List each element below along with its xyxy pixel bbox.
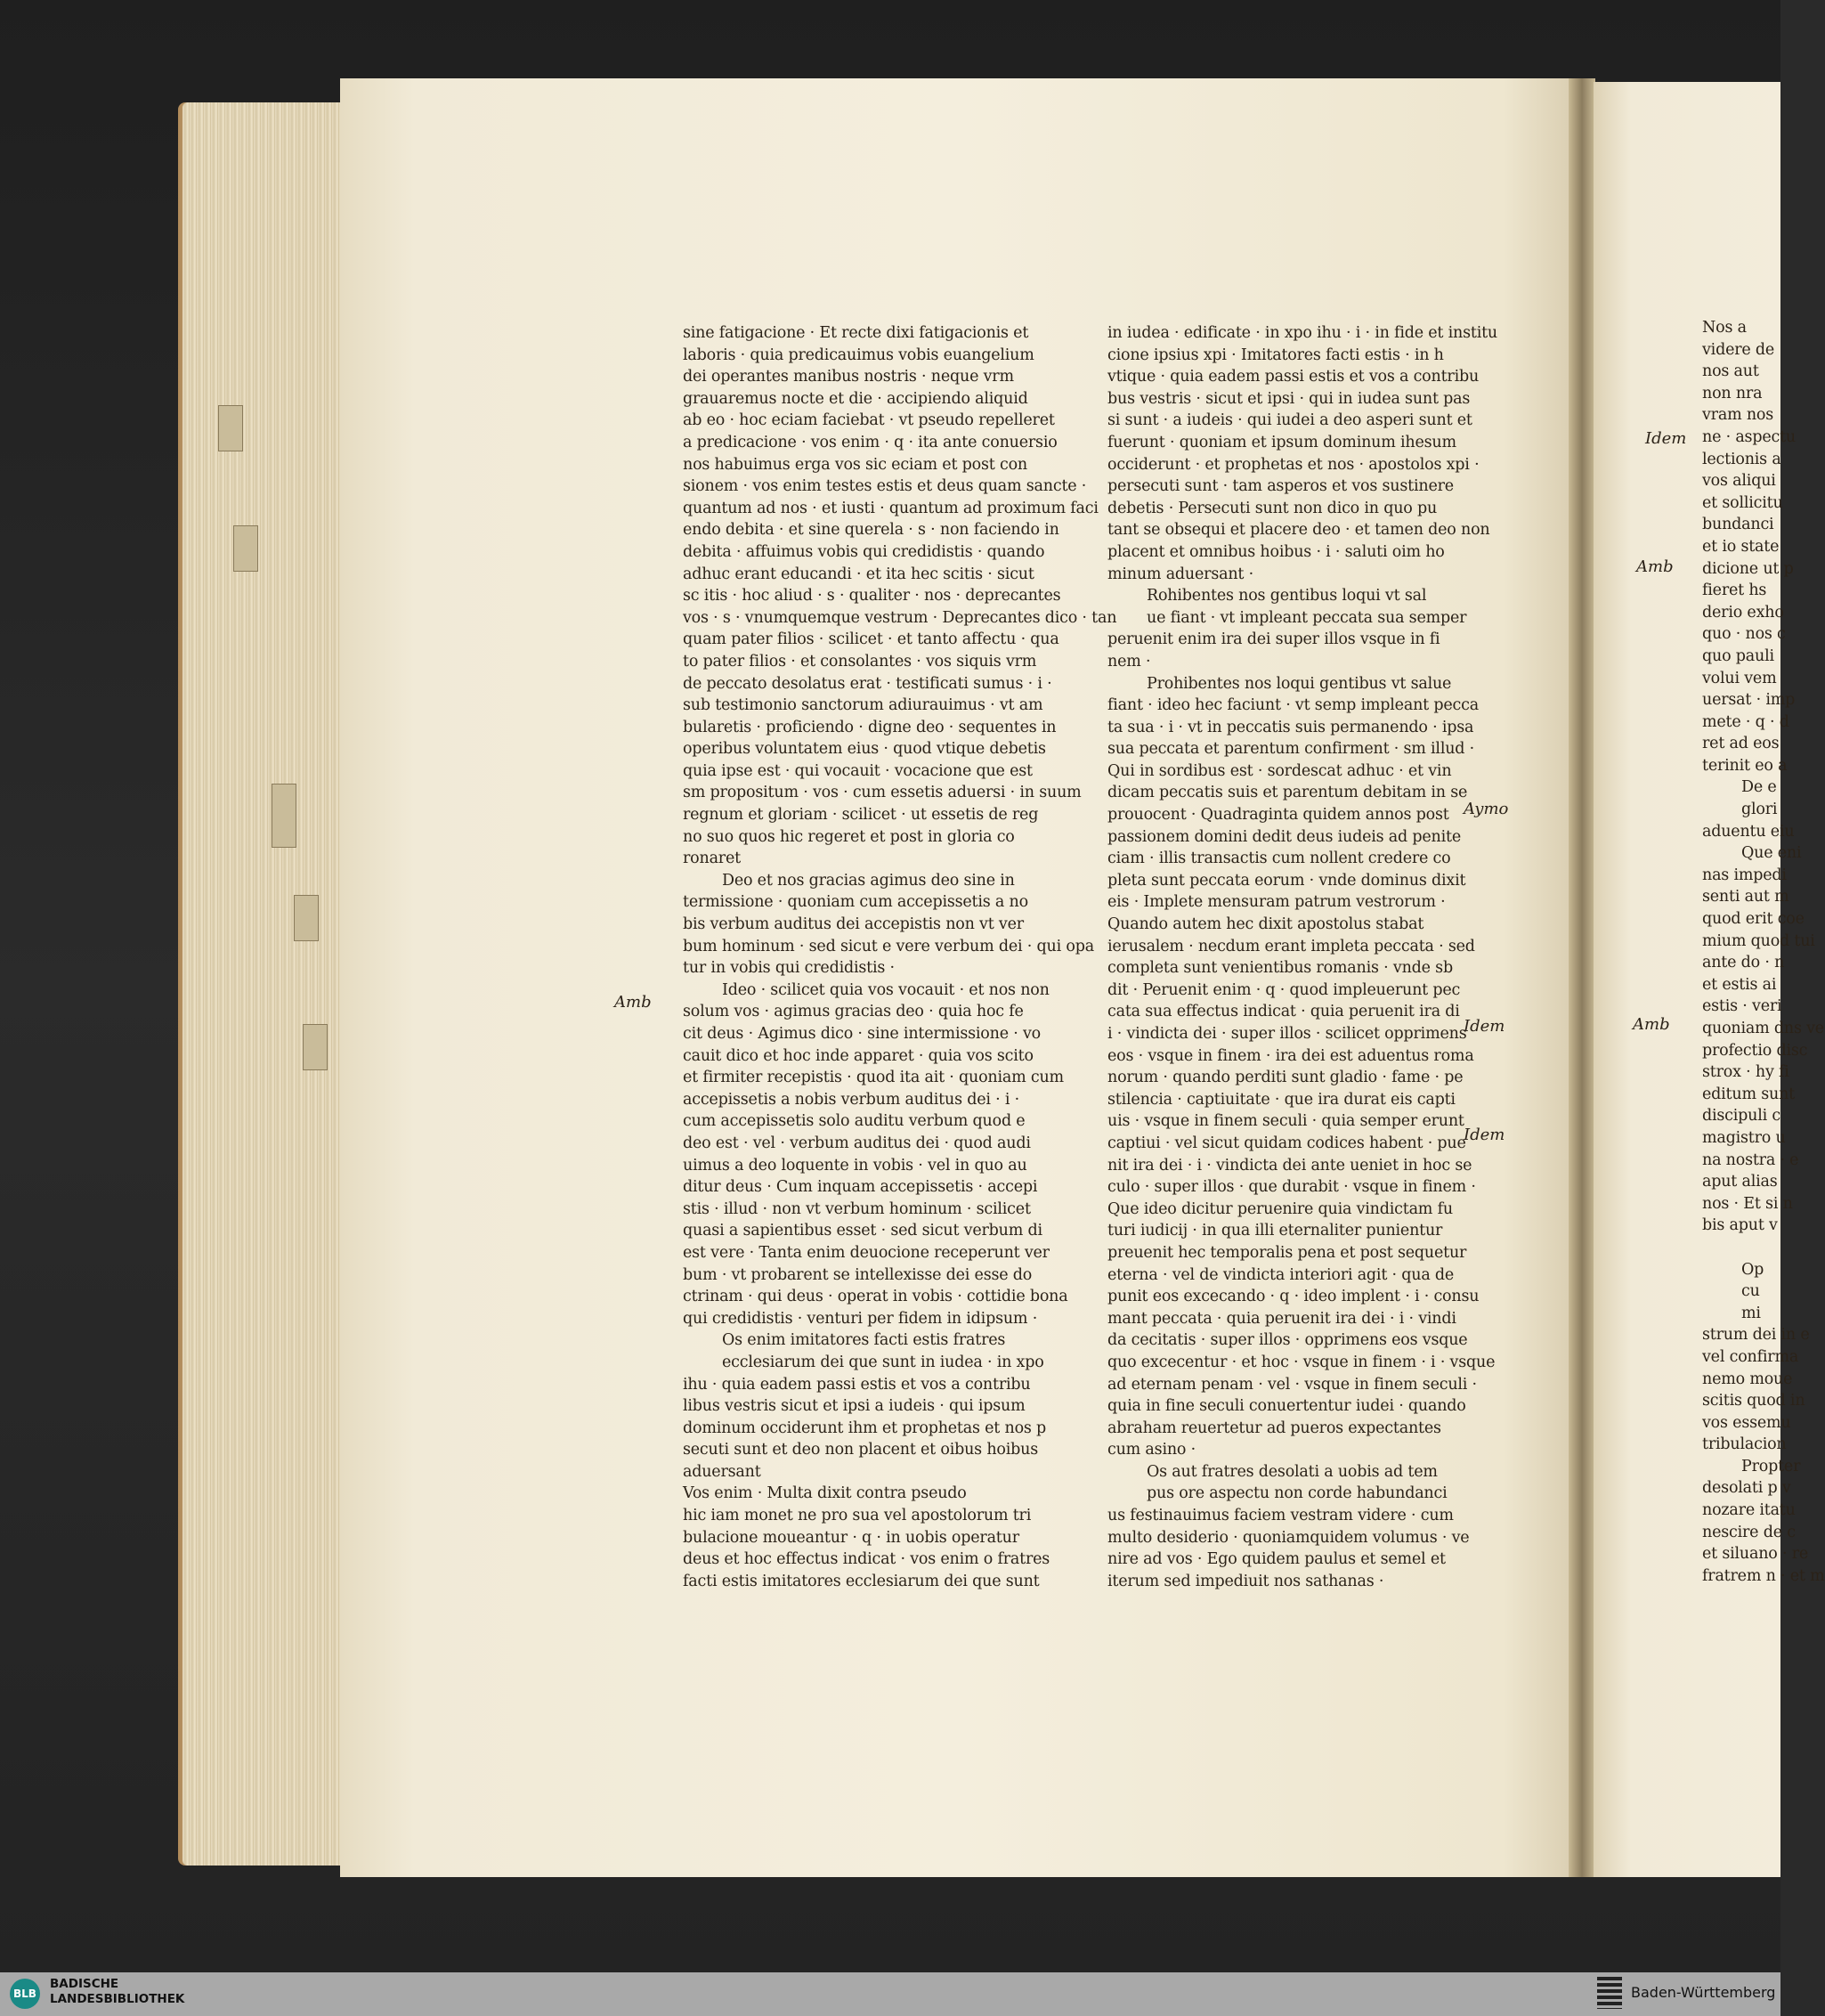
text-line: ihu · quia eadem passi estis et vos a contribu [683, 1375, 1031, 1394]
text-line: sc itis · hoc aliud · s · qualiter · nos · deprecantes [683, 587, 1061, 606]
text-line: iterum sed impediuit nos sathanas · [1107, 1572, 1384, 1590]
text-line: quia ipse est · qui vocauit · vocacione que est [683, 761, 1033, 780]
text-line: completa sunt venientibus romanis · vnde sb [1107, 959, 1453, 978]
text-line: stilencia · captiuitate · que ira durat eis capti [1107, 1090, 1456, 1109]
text-line: debita · affuimus vobis qui credidistis · quando [683, 542, 1045, 561]
text-line: Rohibentes nos gentibus loqui vt sal [1147, 587, 1427, 606]
institution-name[interactable] [50, 1977, 184, 2007]
text-column-right-partial [1702, 317, 1825, 1587]
text-line: et sollicitu [1702, 493, 1783, 512]
text-line: nescire de c [1702, 1523, 1796, 1541]
text-line: quo pauli [1702, 646, 1774, 665]
text-line: quia in fine seculi conuertentur iudei · quando [1107, 1397, 1466, 1416]
text-line: to pater filios · et consolantes · vos siquis vrm [683, 652, 1037, 671]
text-line: Que ideo dicitur peruenire quia vindictam fu [1107, 1199, 1453, 1218]
text-column-left [683, 322, 1117, 1592]
text-line: deo est · vel · verbum auditus dei · quod audi [683, 1134, 1031, 1152]
text-line: eos · vsque in finem · ira dei est aduentus roma [1107, 1046, 1474, 1065]
text-line: dei operantes manibus nostris · neque vrm [683, 368, 1014, 386]
text-line: ta sua · i · vt in peccatis suis permanendo · ipsa [1107, 718, 1474, 736]
text-line: ante do · n [1702, 954, 1785, 972]
text-line: ditur deus · Cum inquam accepissetis · accepi [683, 1178, 1038, 1197]
text-line: bundanci [1702, 516, 1774, 534]
state-name[interactable]: Baden-Württemberg [1631, 1984, 1776, 2001]
text-line: cata sua effectus indicat · quia peruenit ira di [1107, 1003, 1460, 1021]
text-line: sm propositum · vos · cum essetis aduersi · in suum [683, 784, 1082, 802]
paper-tab [272, 784, 296, 848]
text-line: ab eo · hoc eciam faciebat · vt pseudo repelleret [683, 411, 1055, 430]
text-line: cauit dico et hoc inde apparet · quia vos scito [683, 1046, 1034, 1065]
text-line: Propter [1741, 1457, 1801, 1475]
text-line: libus vestris sicut et ipsi a iudeis · qui ipsum [683, 1397, 1026, 1416]
text-line: cum accepissetis solo auditu verbum quod e [683, 1112, 1026, 1131]
text-line: uersat · imp [1702, 691, 1796, 710]
text-line: editum sunt [1702, 1085, 1795, 1103]
text-line: et siluano · re [1702, 1545, 1809, 1564]
text-line: ierusalem · necdum erant impleta peccata · sed [1107, 937, 1475, 955]
text-line: persecuti sunt · tam asperos et vos sustinere [1107, 477, 1454, 496]
text-line: norum · quando perditi sunt gladio · fame · pe [1107, 1069, 1464, 1087]
text-line: bis verbum auditus dei accepistis non vt ver [683, 915, 1024, 934]
text-line: est vere · Tanta enim deuocione receperunt ver [683, 1243, 1050, 1262]
text-line: passionem domini dedit deus iudeis ad penite [1107, 827, 1461, 846]
text-line: fuerunt · quoniam et ipsum dominum ihesum [1107, 433, 1456, 451]
text-line: sua peccata et parentum confirment · sm illud · [1107, 740, 1475, 759]
text-line: bis aput v [1702, 1216, 1778, 1235]
text-line: stis · illud · non vt verbum hominum · scilicet [683, 1199, 1031, 1218]
text-line: non nra [1702, 384, 1763, 402]
text-line: fratrem n · et m [1702, 1566, 1825, 1585]
text-line: dicione ut p [1702, 559, 1794, 578]
text-line: vos aliqui [1702, 472, 1776, 491]
text-line: senti aut m [1702, 888, 1789, 906]
text-line: nemo moue [1702, 1370, 1793, 1388]
text-line: lectionis a [1702, 450, 1781, 468]
text-line: tur in vobis qui credidistis · [683, 959, 895, 978]
text-line: sine fatigacione · Et recte dixi fatigacionis et [683, 324, 1029, 342]
text-line: eis · Implete mensuram patrum vestrorum · [1107, 893, 1446, 912]
text-line: ronaret [683, 849, 741, 868]
text-line: derio exho [1702, 603, 1784, 622]
text-line: endo debita · et sine querela · s · non faciendo in [683, 521, 1059, 540]
text-line: vram nos [1702, 406, 1774, 425]
text-line: secuti sunt et deo non placent et oibus hoibus [683, 1441, 1038, 1459]
text-line: volui vem [1702, 669, 1777, 687]
coat-of-arms-icon [1597, 1977, 1622, 2009]
text-line: no suo quos hic regeret et post in gloria co [683, 827, 1015, 846]
text-line: si sunt · a iudeis · qui iudei a deo asperi sunt et [1107, 411, 1472, 430]
text-line: bum hominum · sed sicut e vere verbum dei · qui opa [683, 937, 1094, 955]
text-line: quasi a sapientibus esset · sed sicut verbum di [683, 1222, 1042, 1240]
text-line: qui credidistis · venturi per fidem in idipsum · [683, 1309, 1038, 1328]
text-line: accepissetis a nobis verbum auditus dei · i · [683, 1090, 1019, 1109]
text-line: discipuli c [1702, 1107, 1781, 1126]
text-line: quantum ad nos · et iusti · quantum ad proximum faci [683, 499, 1099, 517]
text-line: vel confirma [1702, 1347, 1799, 1366]
text-line: prouocent · Quadraginta quidem annos post [1107, 806, 1449, 825]
text-line: magistro u [1702, 1128, 1786, 1147]
text-line: vos · s · vnumquemque vestrum · Deprecantes dico · tan [683, 608, 1117, 627]
text-line: da cecitatis · super illos · opprimens eos vsque [1107, 1331, 1468, 1350]
text-line: ecclesiarum dei que sunt in iudea · in xpo [722, 1353, 1044, 1371]
text-line: placent et omnibus hoibus · i · saluti oim ho [1107, 542, 1445, 561]
text-line: Nos a [1702, 319, 1747, 337]
text-line: adhuc erant educandi · et ita hec scitis · sicut [683, 565, 1034, 583]
text-line: minum aduersant · [1107, 565, 1253, 583]
text-line: punit eos excecando · q · ideo implent · i · consu [1107, 1288, 1480, 1306]
text-line: hic iam monet ne pro sua vel apostolorum tri [683, 1507, 1032, 1525]
marginal-note: Amb [614, 993, 652, 1012]
text-line: ue fiant · vt impleant peccata sua semper [1147, 608, 1467, 627]
text-line: ret ad eos [1702, 735, 1780, 753]
text-line: quo · nos c [1702, 625, 1786, 644]
text-line: quoniam dns ve [1702, 1020, 1824, 1037]
paper-tab [233, 525, 258, 572]
paper-tab [294, 895, 319, 941]
text-line: profectio disc [1702, 1041, 1808, 1060]
text-line: i · vindicta dei · super illos · scilicet opprimens [1107, 1025, 1467, 1043]
text-line: mium quod tui [1702, 931, 1815, 950]
text-line: uis · vsque in finem seculi · quia semper erunt [1107, 1112, 1464, 1131]
text-line: videre de [1702, 340, 1775, 359]
text-line: ciam · illis transactis cum nollent credere co [1107, 849, 1451, 868]
text-line: et firmiter recepistis · quod ita ait · quoniam cum [683, 1069, 1064, 1087]
marginal-note: Idem [1645, 429, 1687, 448]
book-page-edges [182, 102, 343, 1866]
text-line: tribulacion [1702, 1435, 1787, 1454]
text-line: Ideo · scilicet quia vos vocauit · et nos non [722, 980, 1050, 999]
text-line: Prohibentes nos loqui gentibus vt salue [1147, 674, 1452, 693]
text-line: ne · aspectu [1702, 427, 1796, 446]
text-line: dit · Peruenit enim · q · quod impleuerunt pec [1107, 980, 1461, 999]
text-line: et estis ai [1702, 975, 1777, 994]
text-line: a predicacione · vos enim · q · ita ante conuersio [683, 433, 1058, 451]
text-line: Qui in sordibus est · sordescat adhuc · et vin [1107, 761, 1452, 780]
text-line: Deo et nos gracias agimus deo sine in [722, 871, 1015, 890]
text-line: nozare itatu [1702, 1501, 1796, 1520]
text-line: fieret hs [1702, 581, 1767, 600]
text-line: tant se obsequi et placere deo · et tamen deo non [1107, 521, 1490, 540]
blb-logo[interactable]: BLB [10, 1979, 40, 2009]
text-line: ad eternam penam · vel · vsque in finem seculi · [1107, 1375, 1477, 1394]
text-line: culo · super illos · que durabit · vsque in finem · [1107, 1178, 1476, 1197]
footer-bar [0, 1972, 1780, 2016]
text-line: Op [1741, 1260, 1764, 1279]
text-line: na nostra · e [1702, 1150, 1799, 1169]
text-line: cu [1741, 1282, 1760, 1301]
text-line: nos habuimus erga vos sic eciam et post con [683, 455, 1027, 474]
text-line: De e [1741, 778, 1777, 797]
text-line: mant peccata · quia peruenit ira dei · i · vindi [1107, 1309, 1456, 1328]
text-line: peruenit enim ira dei super illos vsque in fi [1107, 630, 1440, 649]
book-gutter [1569, 78, 1595, 1877]
text-line: sub testimonio sanctorum adiurauimus · vt am [683, 696, 1043, 715]
text-line: Vos enim · Multa dixit contra pseudo [683, 1484, 967, 1503]
text-line: facti estis imitatores ecclesiarum dei que sunt [683, 1572, 1040, 1590]
text-line: in iudea · edificate · in xpo ihu · i · in fide et institu [1107, 324, 1497, 342]
paper-tab [218, 405, 243, 451]
text-line: vtique · quia eadem passi estis et vos a contribu [1107, 368, 1480, 386]
marginal-note: Idem [1464, 1017, 1505, 1036]
text-line: nos · Et si n [1702, 1194, 1793, 1213]
text-line: aput alias [1702, 1173, 1778, 1191]
text-line: strox · hy fi [1702, 1063, 1789, 1082]
text-line: operibus voluntatem eius · quod vtique debetis [683, 740, 1046, 759]
text-line: Quando autem hec dixit apostolus stabat [1107, 915, 1424, 934]
text-line: cit deus · Agimus dico · sine intermissione · vo [683, 1025, 1041, 1043]
text-line: multo desiderio · quoniamquidem volumus · ve [1107, 1528, 1470, 1547]
text-line: deus et hoc effectus indicat · vos enim o fratres [683, 1550, 1050, 1569]
text-line: solum vos · agimus gracias deo · quia hoc fe [683, 1003, 1024, 1021]
text-line: aduentu eiu [1702, 822, 1795, 841]
text-line: mi [1741, 1304, 1761, 1322]
text-line: regnum et gloriam · scilicet · ut essetis de reg [683, 806, 1039, 825]
text-line: quo excecentur · et hoc · vsque in finem · i · vsque [1107, 1353, 1496, 1371]
text-line: turi iudicij · in qua illi eternaliter punientur [1107, 1222, 1443, 1240]
text-line: abraham reuertetur ad pueros expectantes [1107, 1419, 1441, 1437]
text-line: desolati p v [1702, 1479, 1791, 1498]
text-line: bus vestris · sicut et ipsi · qui in iudea sunt pas [1107, 389, 1471, 408]
text-line: terinit eo a [1702, 756, 1788, 775]
text-line: Os aut fratres desolati a uobis ad tem [1147, 1462, 1438, 1481]
text-line: nire ad vos · Ego quidem paulus et semel et [1107, 1550, 1446, 1569]
text-line: dominum occiderunt ihm et prophetas et nos p [683, 1419, 1047, 1437]
text-line: bum · vt probarent se intellexisse dei esse do [683, 1265, 1033, 1284]
text-line: bularetis · proficiendo · digne deo · sequentes in [683, 718, 1057, 736]
text-line: pus ore aspectu non corde habundanci [1147, 1484, 1448, 1503]
institution-line: LANDESBIBLIOTHEK [50, 1992, 185, 2006]
marginal-note: Idem [1464, 1126, 1505, 1144]
text-line: termissione · quoniam cum accepissetis a no [683, 893, 1028, 912]
text-line: estis · veri [1702, 997, 1782, 1016]
text-line: uimus a deo loquente in vobis · vel in quo au [683, 1156, 1027, 1175]
text-line: glori [1741, 801, 1778, 819]
text-line: captiui · vel sicut quidam codices habent · pue [1107, 1134, 1466, 1152]
text-line: cum asino · [1107, 1441, 1196, 1459]
text-line: scitis quod in [1702, 1392, 1805, 1410]
text-line: debetis · Persecuti sunt non dico in quo pu [1107, 499, 1438, 517]
marginal-note: Amb [1636, 557, 1674, 576]
text-line: fiant · ideo hec faciunt · vt semp impleant pecca [1107, 696, 1479, 715]
institution-line: BADISCHE [50, 1977, 119, 1991]
text-line: de peccato desolatus erat · testificati sumus · i · [683, 674, 1052, 693]
text-line: nos aut [1702, 362, 1759, 381]
text-line: us festinauimus faciem vestram videre · cum [1107, 1507, 1454, 1525]
text-line: quod erit coe [1702, 910, 1805, 929]
text-line: nas impedi [1702, 866, 1787, 884]
text-line: mete · q · d [1702, 712, 1789, 731]
text-line: bulacione moueantur · q · in uobis operatur [683, 1528, 1019, 1547]
text-line [1702, 1237, 1782, 1259]
text-line: pleta sunt peccata eorum · vnde dominus dixit [1107, 871, 1466, 890]
text-line: Que eni [1741, 844, 1802, 863]
text-line: vos essemu [1702, 1413, 1791, 1432]
marginal-note: Aymo [1464, 800, 1509, 818]
text-line: cione ipsius xpi · Imitatores facti estis · in h [1107, 345, 1444, 364]
paper-tab [303, 1024, 328, 1070]
text-line: grauaremus nocte et die · accipiendo aliquid [683, 389, 1028, 408]
text-line: laboris · quia predicauimus vobis euangelium [683, 345, 1034, 364]
text-line: aduersant [683, 1462, 761, 1481]
text-line: dicam peccatis suis et parentum debitam in se [1107, 784, 1468, 802]
text-line: eterna · vel de vindicta interiori agit · qua de [1107, 1265, 1455, 1284]
text-line: ctrinam · qui deus · operat in vobis · cottidie bona [683, 1288, 1068, 1306]
text-line: strum dei in e [1702, 1326, 1810, 1345]
text-line: occiderunt · et prophetas et nos · apostolos xpi · [1107, 455, 1480, 474]
text-line: sionem · vos enim testes estis et deus quam sancte · [683, 477, 1087, 496]
marginal-note: Amb [1633, 1015, 1670, 1034]
text-line: quam pater filios · scilicet · et tanto affectu · qua [683, 630, 1059, 649]
text-line: et io state [1702, 537, 1780, 556]
text-line: nem · [1107, 652, 1151, 671]
text-line: nit ira dei · i · vindicta dei ante ueniet in hoc se [1107, 1156, 1472, 1175]
text-line: Os enim imitatores facti estis fratres [722, 1331, 1006, 1350]
text-line: preuenit hec temporalis pena et post sequetur [1107, 1243, 1467, 1262]
